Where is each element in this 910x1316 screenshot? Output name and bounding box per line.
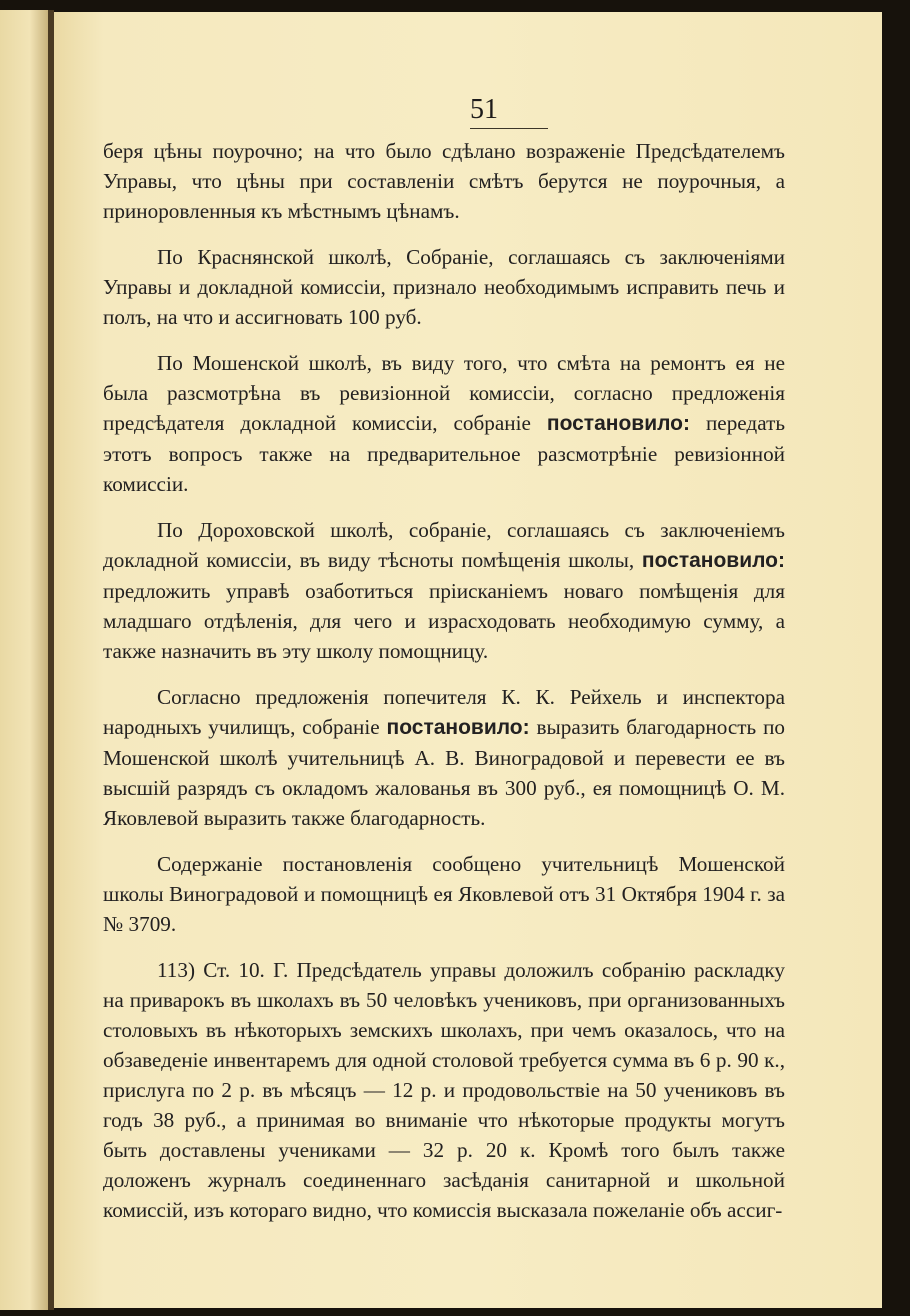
page-number: 51 [470, 94, 498, 125]
paragraph-text: По Краснянской школѣ, Собраніе, соглашаясь съ заключеніями Управы и докладной комиссіи, признало необходимымъ исправить печь и полъ, на что и ассигновать 100 руб. [103, 245, 785, 329]
paragraph-text: передать этотъ вопросъ также на предварительное разсмотрѣніе ревизіонной комиссіи. [103, 411, 785, 496]
resolution-keyword: постановило: [641, 549, 785, 572]
paragraph-p2 [103, 242, 785, 332]
paragraph-p7 [103, 955, 785, 1225]
left-page-edge [0, 10, 54, 1310]
page-number-underline [470, 128, 548, 129]
paragraph-text: По Мошенской школѣ, въ виду того, что смѣта на ремонтъ ея не была разсмотрѣна въ ревизіонной комиссіи, согласно предложенія предсѣдателя докладной комиссіи, собраніе [103, 351, 785, 435]
paragraph-text: Содержаніе постановленія сообщено учительницѣ Мошенской школы Виноградовой и помощницѣ ея Яковлевой отъ 31 Октября 1904 г. за № 3709. [103, 852, 785, 936]
paragraph-p4 [103, 515, 785, 666]
paragraph-text: 113) Ст. 10. Г. Предсѣдатель управы доложилъ собранію раскладку на приварокъ въ школахъ въ 50 человѣкъ учениковъ, при организованныхъ столовыхъ въ нѣкоторыхъ земскихъ школахъ, при чемъ оказалось, что на обзаведеніе инвентаремъ для одной столовой требуется сумма въ 6 р. 90 к., прислуга по 2 р. въ мѣсяцъ — 12 р. и продовольствіе на 50 учениковъ въ годъ 38 руб., а принимая во вниманіе что нѣкоторые продукты могутъ быть доставлены учениками — 32 р. 20 к. Кромѣ того былъ также доложенъ журналъ соединеннаго засѣданія санитарной и школьной комиссій, изъ котораго видно, что комиссія высказала пожеланіе объ ассиг- [103, 958, 785, 1222]
resolution-keyword: постановило: [386, 716, 530, 739]
paragraph-p1 [103, 136, 785, 226]
paragraph-p5 [103, 682, 785, 833]
paragraph-text: По Дороховской школѣ, собраніе, соглашаясь съ заключеніемъ докладной комиссіи, въ виду тѣсноты помѣщенія школы, [103, 518, 785, 572]
page-body-text [103, 136, 785, 1225]
resolution-keyword: постановило: [546, 412, 690, 435]
paragraph-text: предложить управѣ озаботиться пріисканіемъ новаго помѣщенія для младшаго отдѣленія, для чего и израсходовать необходимую сумму, а также назначить въ эту школу помощницу. [103, 579, 785, 663]
paragraph-p3 [103, 348, 785, 499]
paragraph-p6 [103, 849, 785, 939]
paragraph-text: выразить благодарность по Мошенской школѣ учительницѣ А. В. Виноградовой и перевести ее въ высшій разрядъ съ окладомъ жалованья въ 300 руб., ея помощницѣ О. М. Яковлевой выразить также благодарность. [103, 715, 785, 830]
paragraph-text: беря цѣны поурочно; на что было сдѣлано возраженіе Предсѣдателемъ Управы, что цѣны при составленіи смѣтъ берутся не поурочныя, а приноровленныя къ мѣстнымъ цѣнамъ. [103, 139, 785, 223]
paragraph-text: Согласно предложенія попечителя К. К. Рейхель и инспектора народныхъ училищъ, собраніе [103, 685, 785, 739]
